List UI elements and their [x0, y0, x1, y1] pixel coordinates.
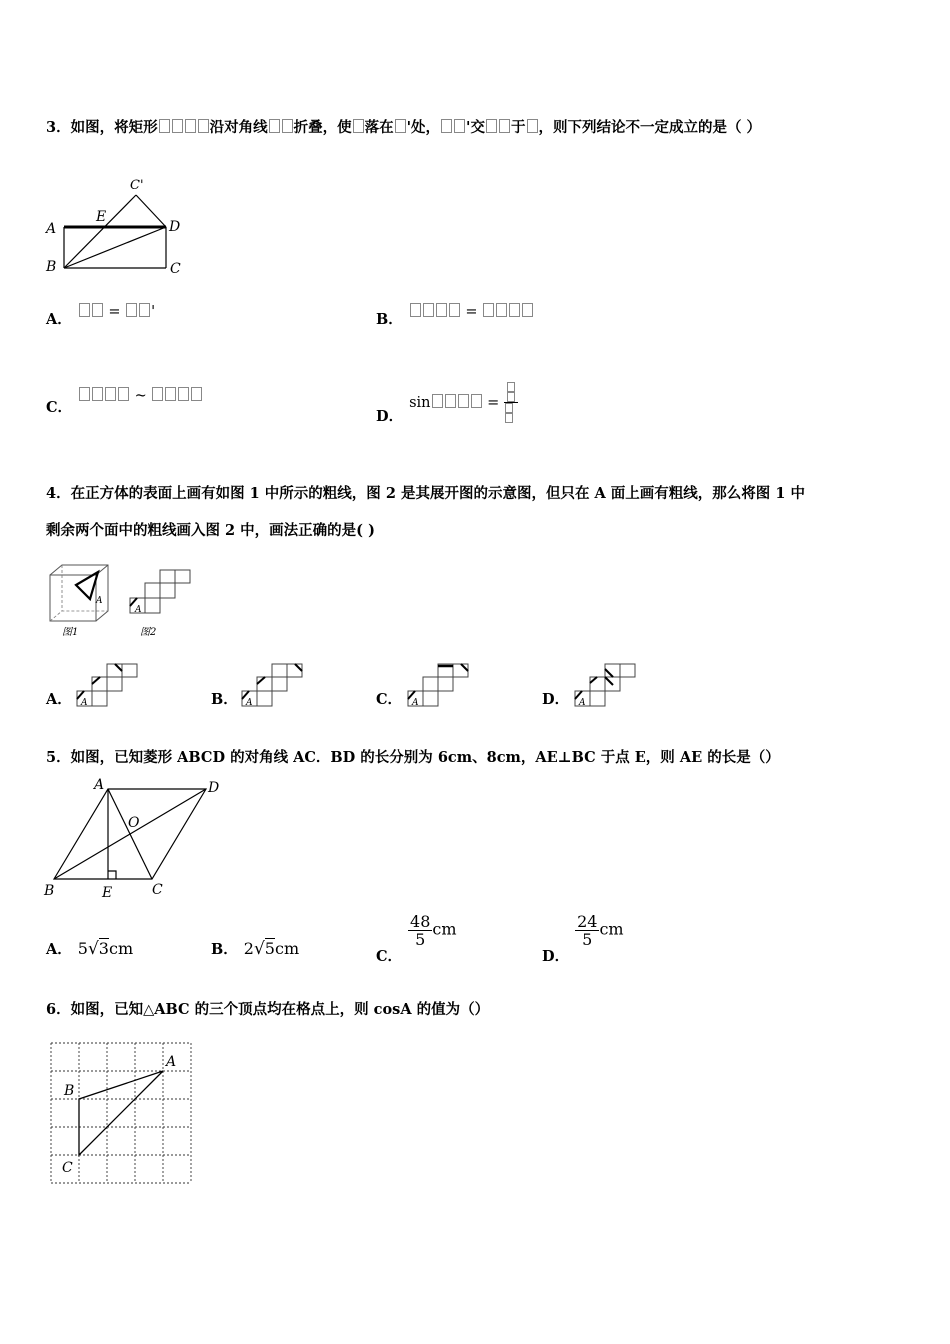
q5-label-o: O — [128, 815, 140, 831]
q4-stem-line1: 4．在正方体的表面上画有如图 1 中所示的粗线，图 2 是其展开图的示意图，但只在 A 面上画有粗线，那么将图 1 中 — [46, 485, 805, 502]
q6-figure-grid — [48, 1040, 198, 1190]
q5-label-c: C — [152, 882, 163, 898]
q6-label-b: B — [64, 1083, 75, 1099]
q5-label-a: A — [94, 777, 105, 793]
q4-option-d-net[interactable] — [573, 663, 638, 711]
q5-label-b: B — [44, 883, 55, 899]
q3-label-b: B — [46, 259, 57, 275]
q5-option-a[interactable]: A． 5√3cm — [46, 939, 134, 959]
q5-option-d[interactable]: D． $\frac{24}{5}$ cm — [542, 912, 624, 965]
q3-label-d: D — [169, 219, 181, 235]
q3-label-c: C — [170, 261, 181, 277]
q3-option-b[interactable]: B． = — [376, 308, 534, 329]
q4-option-b-net[interactable] — [240, 663, 305, 711]
q4-option-b-face: A — [246, 698, 253, 708]
q6-label-a: A — [166, 1054, 177, 1070]
q4-option-c-net[interactable] — [406, 663, 471, 711]
q5-option-b[interactable]: B． 2√5cm — [211, 939, 300, 959]
q5-label-d: D — [208, 780, 220, 796]
q5-figure-rhombus — [40, 775, 240, 900]
q6-stem: 6．如图，已知△ABC 的三个顶点均在格点上，则 cosA 的值为（） — [46, 1001, 490, 1018]
q4-option-d-face: A — [579, 698, 586, 708]
q3-option-c[interactable]: C． ~ — [46, 396, 203, 417]
q5-stem: 5．如图，已知菱形 ABCD 的对角线 AC．BD 的长分别为 6cm、8cm，AE⊥BC 于点 E，则 AE 的长是（） — [46, 749, 780, 766]
q4-option-d[interactable]: D． — [542, 691, 570, 708]
q3-option-a[interactable]: A． = ' — [46, 304, 156, 328]
q4-stem-line2: 剩余两个面中的粗线画入图 2 中，画法正确的是( ) — [46, 522, 375, 539]
q4-option-c-face: A — [412, 698, 419, 708]
q4-option-a-net[interactable] — [75, 663, 140, 711]
q3-stem: 3．如图，将矩形 沿对角线 折叠，使 落在 '处， '交 于 ，则下列结论不一定成立的是（ ） — [46, 119, 762, 136]
q4-fig1-face-a: A — [96, 596, 103, 606]
q4-option-a[interactable]: A． — [46, 691, 72, 708]
q3-label-e: E — [96, 209, 107, 225]
q3-label-a: A — [46, 221, 57, 237]
q4-option-c[interactable]: C． — [376, 691, 403, 708]
q4-fig2-face-a: A — [135, 605, 142, 615]
q6-label-c: C — [62, 1160, 73, 1176]
q5-label-e: E — [102, 885, 113, 901]
q3-figure — [40, 175, 200, 285]
q4-fig2-caption: 图2 — [140, 627, 157, 638]
q4-option-a-face: A — [81, 698, 88, 708]
q5-option-c[interactable]: C． $\frac{48}{5}$ cm — [376, 912, 457, 965]
q3-option-d[interactable]: D．sin = — [376, 396, 518, 437]
q4-figure2-net — [128, 568, 198, 643]
q3-label-c-prime: C' — [130, 178, 144, 193]
q4-option-b[interactable]: B． — [211, 691, 238, 708]
q4-figure1-cube — [48, 563, 118, 643]
q4-fig1-caption: 图1 — [62, 627, 79, 638]
